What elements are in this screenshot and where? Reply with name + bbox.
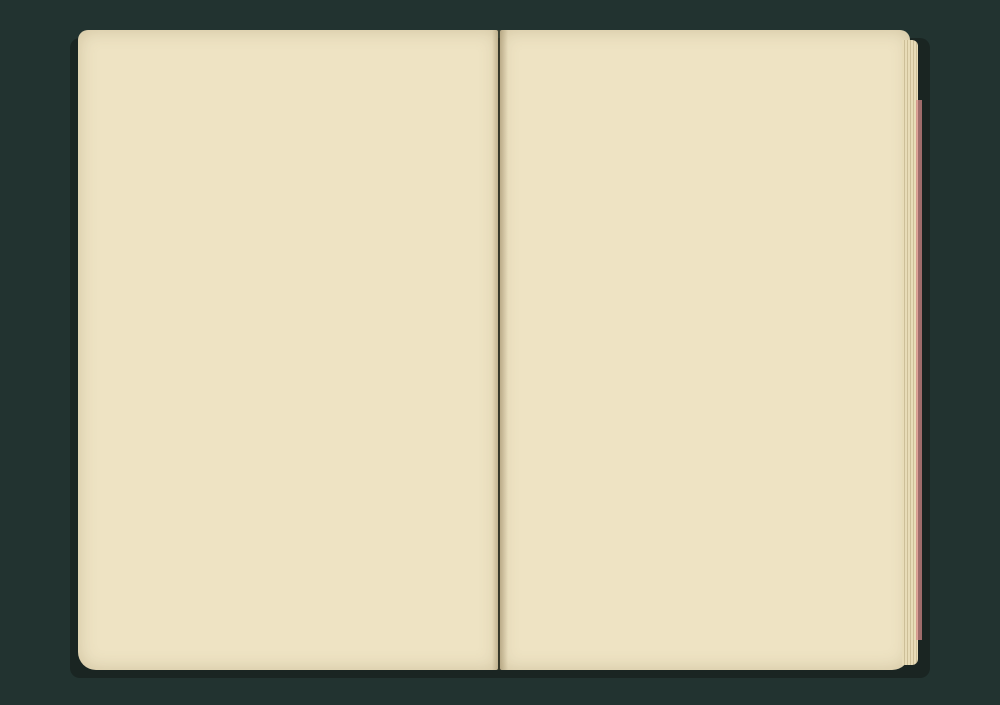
right-page <box>500 30 910 670</box>
left-page <box>78 30 498 670</box>
book-gutter <box>492 30 508 670</box>
page-edge-red <box>916 100 922 640</box>
color-checker <box>0 180 56 532</box>
